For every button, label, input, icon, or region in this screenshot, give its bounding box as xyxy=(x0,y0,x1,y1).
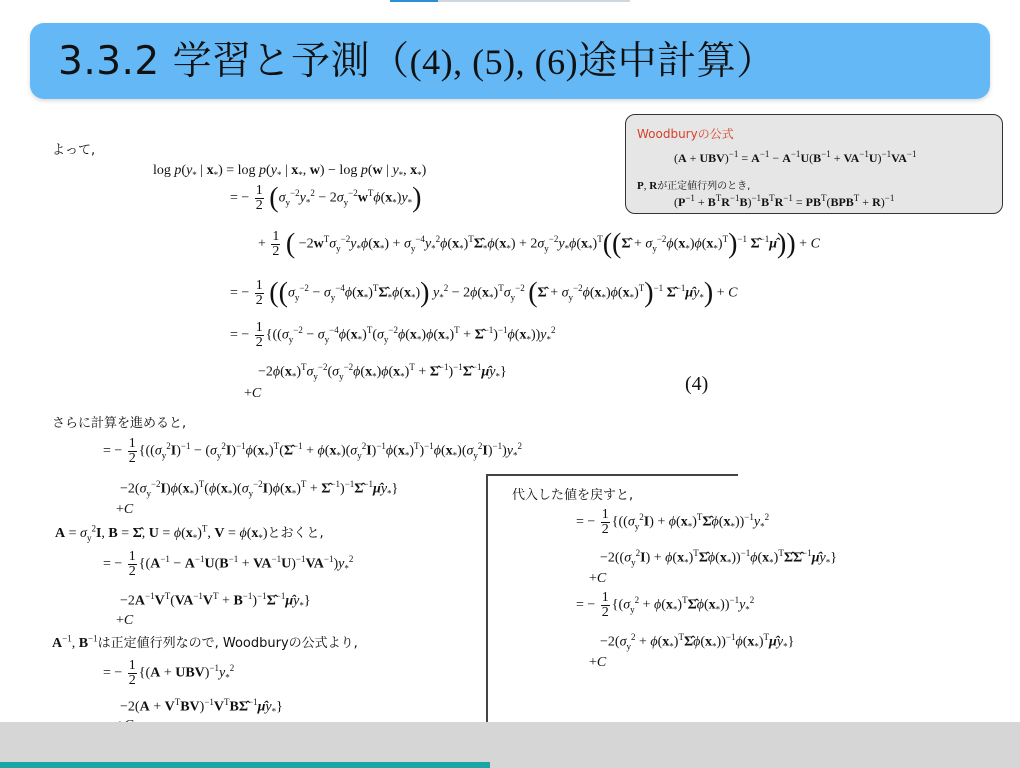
eq-cont-2: $-2(\sigma_y^{-2}I)\phi(x_*)^T(\phi(x_*)(\sigma_y^{-2}I)\phi(x_*)^T$ + $\Sigmâ^{-1})^{-1}\Sigmâ^{-1}\mûy_*$} xyxy=(120,479,399,499)
woodbury-formula: $(A + UBV)^{-1} = A^{-1} - A^{-1}U(B^{-1} + VA^{-1}U)^{-1}VA^{-1}$ xyxy=(674,149,917,165)
divider-vertical xyxy=(486,474,488,752)
eq-line-2: + $\frac{1}{2}$ ( $-2w^T\sigma_y^{-2}y_*\phi(x_*)$ + $\sigma_y^{-4}y_*^2\phi(x_*)^T\Sigmâ_*\phi(x_*)$ + $2\sigma_y^{-2}y_*\phi(x_*)^T((\Sigmâ + \sigma_y^{-2}\phi(x_*)\phi(x_*)^T)^{-1}$ Σ̂$^{-1}$μ̂)) + C xyxy=(258,228,820,260)
eq-line-1: = − $\frac{1}{2}$ $(\sigma_y^{-2}y_*^2 - 2\sigma_y^{-2}w^T\phi(x_*)y_*)$ xyxy=(230,182,422,214)
eq-wood-1: = − $\frac{1}{2}$ {$(A^{-1} - A^{-1}U(B^{-1} + VA^{-1}U)^{-1}VA^{-1})y_*^2$ xyxy=(103,549,354,579)
woodbury-formula-2: $(P^{-1} + B^TR^{-1}B)^{-1}B^TR^{-1} = PB^T(BPB^T + R)^{-1}$ xyxy=(674,193,895,209)
eq-final-1: = − $\frac{1}{2}$ {$(A + UBV)^{-1}y_*^2$ xyxy=(103,658,235,688)
eq-back-1: = − $\frac{1}{2}$ {($(\sigma_y^2I)$ + $\phi(x_*)^T\Sigmâ\phi(x_*))^{-1}y_*^2$ xyxy=(576,507,770,537)
eq-back-2: $-2((\sigma_y^2I)$ + $\phi(x_*)^T\Sigmâ\phi(x_*))^{-1}\phi(x_*)^T\Sigmâ\Sigmâ^{-1}\mûy_*$} xyxy=(600,548,837,568)
eq-wood-2: $-2A^{-1}V^T(VA^{-1}V^T$ + $B^{-1})^{-1}\Sigmâ^{-1}\mûy_*$} xyxy=(120,591,311,611)
slide-title: 3.3.2 学習と予測（(4), (5), (6)途中計算） xyxy=(58,39,776,84)
eq-back-6: +C xyxy=(589,655,607,670)
eq-line-5: $-2\phi(x_*)^T\sigma_y^{-2}(\sigma_y^{-2}\phi(x_*)\phi(x_*)^T$ + $\Sigmâ^{-1})^{-1}\Sigmâ^{-1}\mûy_*$} xyxy=(258,362,507,382)
text-sarani: さらに計算を進めると, xyxy=(52,416,187,431)
eq-wood-3: +C xyxy=(116,613,134,628)
text-yotte: よって, xyxy=(52,143,96,158)
eq-line-4: = − $\frac{1}{2}$ {(($\sigma_y^{-2} - \sigma_y^{-4}\phi(x_*)^T(\sigma_y^{-2}\phi(x_*)\phi(x_*)^T$ + $\Sigmâ^{-1})^{-1}\phi(x_*))y_*^2$ xyxy=(230,320,556,350)
eq-back-5: $-2(\sigma_y^2$ + $\phi(x_*)^T\Sigmâ\phi(x_*))^{-1}\phi(x_*)^T\mûy_*$} xyxy=(600,632,795,652)
eq-line-6: +C xyxy=(244,386,262,401)
woodbury-formula-box xyxy=(625,114,1003,214)
eq-back-4: = − $\frac{1}{2}$ {($\sigma_y^2$ + $\phi(x_*)^T\Sigmâ\phi(x_*))^{-1}y_*^2$ xyxy=(576,590,755,620)
eq-positive-definite: $A^{-1}$, $B^{-1}$は正定値行列なので, Woodburyの公式より, xyxy=(52,633,358,651)
eq-log-p: $\log p(y_*$ | $x_*) = \log p(y_*$ | $x_*$, w) − log p(w | $y_*$, $x_*$) xyxy=(153,163,427,180)
divider-horizontal xyxy=(486,474,738,476)
eq-cont-3: +C xyxy=(116,502,134,517)
eq-cont-1: = − $\frac{1}{2}$ {($(\sigma_y^2I)^{-1}$ − $(\sigma_y^2I)^{-1}\phi(x_*)^T(\Sigmâ^{-1} + \phi(x_*)(\sigma_y^2I)^{-1}\phi(x_*)^T)^{-1}\phi(x_*)(\sigma_y^2I)^{-1})y_*^2$ xyxy=(103,436,522,466)
text-dainyu: 代入した値を戻すと, xyxy=(512,488,634,503)
woodbury-box-title: Woodburyの公式 xyxy=(637,127,734,141)
eq-substitution: $A = \sigma_y^2I$, B = Σ̂, $U = \phi(x_*)^T$, $V = \phi(x_*)$とおくと, xyxy=(55,523,324,543)
equation-number: (4) xyxy=(685,373,709,395)
eq-line-3: = − $\frac{1}{2}$ (($\sigma_y^{-2}$ − $\sigma_y^{-4}\phi(x_*)^T\Sigmâ_*\phi(x_*)$) $y_*^2 - 2\phi(x_*)^T\sigma_y^{-2}$ (Σ̂ + $\sigma_y^{-2}\phi(x_*)\phi(x_*)^T)^{-1}$ $\Sigmâ^{-1}\mûy_*) + C$ xyxy=(230,277,738,309)
eq-back-3: +C xyxy=(589,571,607,586)
eq-final-2: $-2(A + V^TBV)^{-1}V^TB\Sigmâ^{-1}\mûy_*$} xyxy=(120,697,283,717)
footer-progress-line xyxy=(0,762,490,768)
woodbury-condition: P, Rが正定値行列のとき, xyxy=(637,180,751,192)
top-progress-line xyxy=(390,0,630,2)
